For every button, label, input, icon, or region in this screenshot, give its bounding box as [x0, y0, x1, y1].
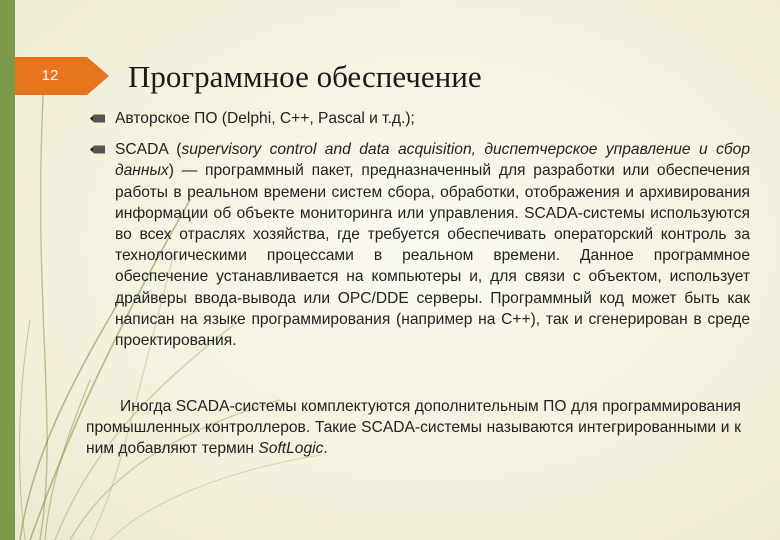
bullet-text: ) — программный пакет, предназначенный для разработки или обеспечения работы в реальном времени систем сбора, обработки, отображения и архивирования информации об объекте мониторинга или управления. SCADA-системы используются во всех отраслях хозяйства, где требуется обеспечивать операторский контроль за технологическими процессами в реальном времени. Данное программное обеспечение устанавливается на компьютеры и, для связи с объектом, использует драйверы ввода-вывода или OPC/DDE серверы. Программный код может быть как написан на языке программирования (например на C++), так и сгенерирован в среде проектирования.: [115, 162, 750, 350]
paragraph-end: .: [323, 440, 328, 458]
paragraph-text: Иногда SCADA-системы комплектуются дополнительным ПО для программирования промышленных контроллеров. Такие SCADA-системы называются интегрированными и к ним добавляют термин: [86, 398, 741, 458]
bullet-italic-definition: supervisory control and data acquisition, диспетчерское управление и сбор данных: [115, 141, 750, 180]
pencil-bullet-icon: [90, 145, 105, 154]
paragraph-term: SoftLogic: [258, 440, 324, 458]
slide-number-tab: [15, 57, 115, 95]
bullet-item: [90, 139, 750, 351]
bullet-list: [90, 108, 750, 361]
pencil-bullet-icon: [90, 114, 105, 123]
slide-number: 12: [41, 67, 59, 84]
bullet-lead: SCADA (: [115, 141, 182, 159]
closing-paragraph: [86, 396, 741, 460]
slide-title: Программное обеспечение: [128, 59, 482, 94]
bullet-text: Авторское ПО (Delphi, C++, Pascal и т.д.);: [115, 110, 415, 127]
bullet-item: [90, 108, 750, 129]
